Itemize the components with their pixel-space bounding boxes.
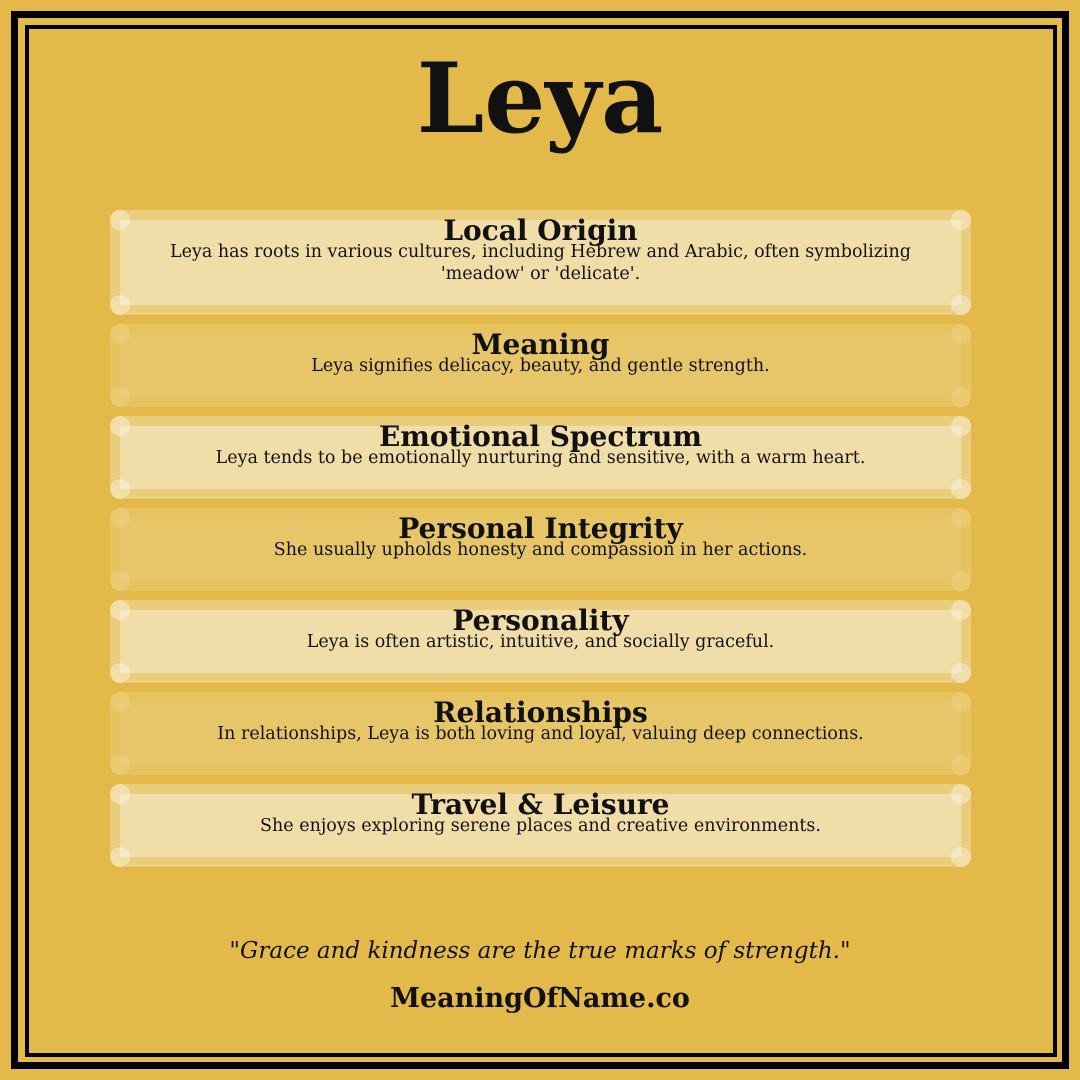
section-text: In relationships, Leya is both loving and loyal, valuing deep connections.	[217, 724, 864, 744]
section-heading: Meaning	[471, 328, 610, 361]
corner-dot-icon	[951, 847, 971, 867]
section-text: Leya signifies delicacy, beauty, and gentle strength.	[311, 356, 770, 376]
corner-dot-icon	[110, 479, 130, 499]
corner-dot-icon	[951, 663, 971, 683]
quote: "Grace and kindness are the true marks of strength."	[229, 938, 851, 964]
corner-dot-icon	[951, 571, 971, 591]
site-name: MeaningOfName.co	[390, 983, 690, 1014]
corner-dot-icon	[110, 847, 130, 867]
corner-dot-icon	[951, 387, 971, 407]
corner-dot-icon	[110, 755, 130, 775]
corner-dot-icon	[110, 571, 130, 591]
corner-dot-icon	[110, 663, 130, 683]
corner-dot-icon	[951, 479, 971, 499]
section-heading: Personal Integrity	[398, 512, 683, 545]
section-heading: Emotional Spectrum	[378, 420, 703, 453]
section-text: She usually upholds honesty and compassion in her actions.	[273, 540, 808, 560]
section-text: She enjoys exploring serene places and creative environments.	[260, 816, 821, 836]
corner-dot-icon	[110, 295, 130, 315]
card-meaning	[110, 324, 971, 407]
corner-dot-icon	[951, 755, 971, 775]
section-text: Leya tends to be emotionally nurturing and sensitive, with a warm heart.	[215, 448, 866, 468]
section-heading: Relationships	[433, 696, 648, 729]
card-relationships	[110, 692, 971, 775]
section-heading: Travel & Leisure	[411, 788, 670, 821]
card-personal-integrity	[110, 508, 971, 591]
section-heading: Local Origin	[443, 214, 638, 247]
section-text: Leya is often artistic, intuitive, and socially graceful.	[306, 632, 775, 652]
card-local-origin	[110, 210, 971, 315]
card-travel-leisure	[110, 784, 971, 867]
section-heading: Personality	[452, 604, 629, 637]
section-text: Leya has roots in various cultures, including Hebrew and Arabic, often symbolizing 'meadow' or 'delicate'.	[170, 242, 911, 284]
card-emotional-spectrum	[110, 416, 971, 499]
corner-dot-icon	[110, 387, 130, 407]
page-title: Leya	[416, 42, 664, 155]
corner-dot-icon	[951, 295, 971, 315]
card-personality	[110, 600, 971, 683]
